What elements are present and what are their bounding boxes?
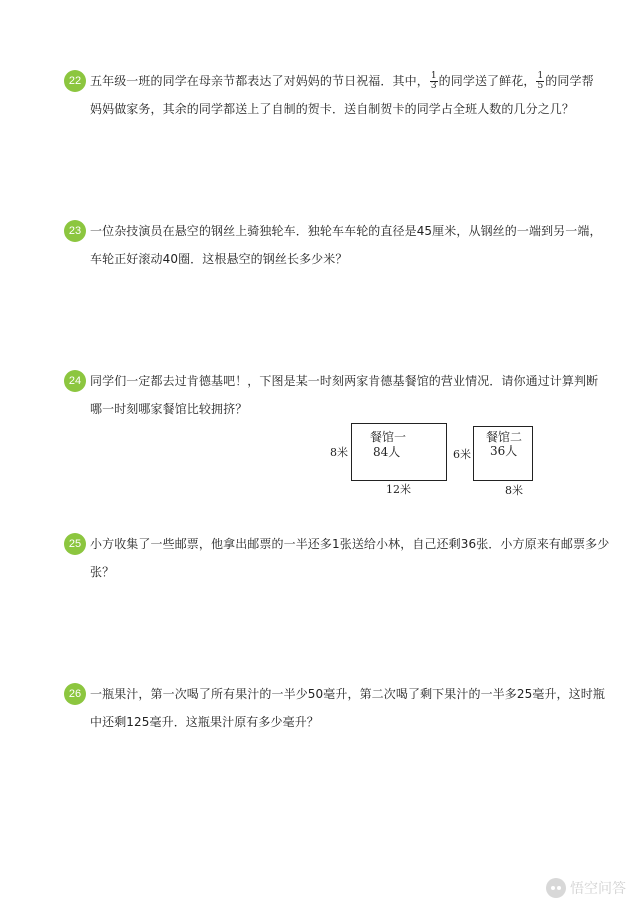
problem-line-1 [90, 67, 594, 95]
problem-line-1: 小方收集了一些邮票，他拿出邮票的一半还多1张送给小林，自己还剩36张．小方原来有邮票多少 [90, 537, 610, 551]
problem-number-badge: 25 [64, 533, 86, 555]
text-segment: 五年级一班的同学在母亲节都表达了对妈妈的节日祝福．其中， [90, 74, 429, 88]
problem-text [90, 680, 605, 736]
watermark [546, 878, 626, 898]
fraction-numerator: 1 [430, 71, 437, 81]
problem-number-badge: 23 [64, 220, 86, 242]
shop2-height: 6米 [453, 448, 471, 461]
shop1-height: 8米 [330, 446, 348, 459]
problem-text [90, 367, 599, 423]
shop1-width: 12米 [386, 483, 411, 496]
wukong-logo-icon [546, 878, 566, 898]
problem-line-2: 妈妈做家务，其余的同学都送上了自制的贺卡．送自制贺卡的同学占全班人数的几分之几？ [90, 102, 575, 116]
problem-number-badge: 24 [64, 370, 86, 392]
fraction-numerator: 1 [537, 71, 544, 81]
problem-line-1: 一瓶果汁，第一次喝了所有果汁的一半少50毫升，第二次喝了剩下果汁的一半多25毫升，这时瓶 [90, 687, 605, 701]
problem-number-badge: 26 [64, 683, 86, 705]
shop2-name: 餐馆二 [486, 430, 523, 444]
text-segment: 的同学帮 [545, 74, 594, 88]
problem-number-badge: 22 [64, 70, 86, 92]
problem-line-2: 车轮正好滚动40圈．这根悬空的钢丝长多少米？ [90, 252, 348, 266]
problem-line-2: 中还剩125毫升．这瓶果汁原有多少毫升？ [90, 715, 319, 729]
fraction-denominator: 5 [537, 81, 544, 91]
shop1-name: 餐馆一 [370, 430, 407, 444]
problem-text [90, 217, 602, 273]
problem-text [90, 530, 610, 586]
shop1-people: 84人 [373, 445, 401, 459]
problem-text [90, 67, 594, 123]
fraction-denominator: 3 [430, 81, 437, 91]
shop2-width: 8米 [505, 484, 523, 497]
shop2-people: 36人 [490, 444, 518, 458]
watermark-text: 悟空问答 [570, 881, 626, 897]
problem-line-1: 一位杂技演员在悬空的钢丝上骑独轮车．独轮车车轮的直径是45厘米，从钢丝的一端到另一端， [90, 224, 602, 238]
problem-line-1: 同学们一定都去过肯德基吧！，下图是某一时刻两家肯德基餐馆的营业情况．请你通过计算判断 [90, 374, 599, 388]
problem-line-2: 哪一时刻哪家餐馆比较拥挤？ [90, 402, 248, 416]
fraction-one-third [430, 72, 438, 91]
problem-line-2: 张？ [90, 565, 115, 579]
fraction-one-fifth [536, 72, 544, 91]
text-segment: 的同学送了鲜花， [438, 74, 536, 88]
